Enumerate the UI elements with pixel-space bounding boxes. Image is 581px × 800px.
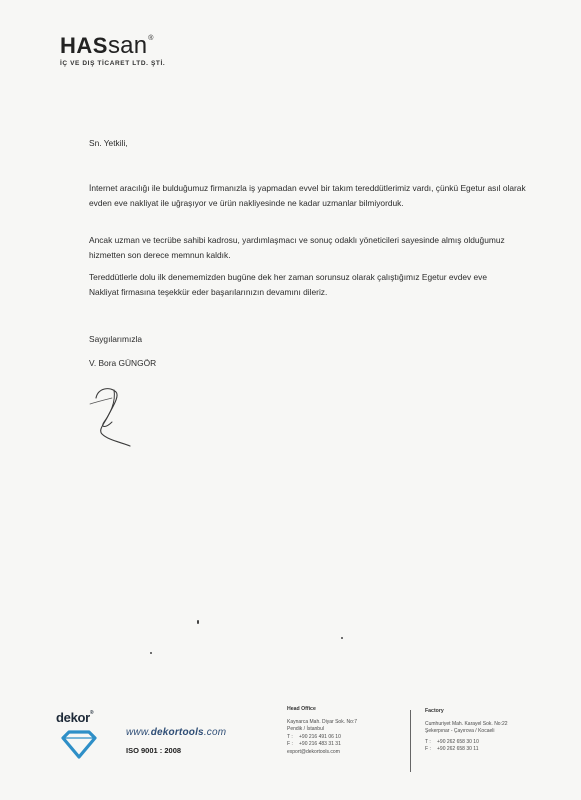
tel-label: T : <box>287 733 293 740</box>
hassan-logo <box>60 34 165 67</box>
company-subtitle: İÇ VE DIŞ TİCARET LTD. ŞTİ. <box>60 60 166 67</box>
handwritten-signature <box>86 378 146 450</box>
website-link[interactable] <box>126 727 226 738</box>
factory-tel: +90 262 658 30 10 <box>437 738 479 745</box>
registered-mark: ® <box>148 35 154 42</box>
head-office-fax-row <box>287 741 397 749</box>
logo-wordmark <box>60 34 165 58</box>
logo-light-part: san <box>107 32 148 59</box>
signer-name: V. Bora GÜNGÖR <box>89 358 157 368</box>
dekor-brand: dekor <box>56 710 90 725</box>
greeting: Sn. Yetkili, <box>89 138 128 148</box>
closing: Saygılarımızla <box>89 334 143 344</box>
tel-label: T : <box>425 738 431 745</box>
scan-speck <box>150 652 152 654</box>
paragraph-3: Tereddütlerle dolu ilk denememizden bugüne dek her zaman sorunsuz olarak çalıştığımız Egetur evdev eve Nakliyat firmasına teşekkür eder başarılarınızın devamını dileriz. <box>89 272 488 297</box>
diamond-icon <box>59 730 99 760</box>
paragraph-1: İnternet aracılığı ile bulduğumuz firmanızla iş yapmadan evvel bir takım tereddütlerimiz vardı, çünkü Egetur asıl olarak evden eve nakliyat ile uğraşıyor ve ürün nakliyesinde ne kadar uzmanlar bilmiyorduk. <box>89 183 526 208</box>
dekor-wordmark <box>56 710 106 725</box>
factory-block <box>425 708 545 754</box>
head-office-block <box>287 706 397 757</box>
url-suffix: .com <box>203 727 227 738</box>
iso-certification: ISO 9001 : 2008 <box>126 746 182 755</box>
scan-speck <box>341 637 343 639</box>
footer-divider <box>410 710 411 772</box>
factory-title: Factory <box>425 708 444 714</box>
logo-bold-part: HAS <box>60 33 108 58</box>
factory-tel-row <box>425 739 545 747</box>
head-office-address-1: Kaynarca Mah. Diyar Sok. No:7 <box>287 718 358 725</box>
fax-label: F : <box>287 741 293 748</box>
head-office-title: Head Office <box>287 706 316 712</box>
factory-fax: +90 262 658 30 11 <box>437 746 479 753</box>
head-office-tel: +90 216 491 06 10 <box>299 733 341 740</box>
dekor-logo <box>56 710 106 725</box>
factory-address-1: Cumhuriyet Mah. Karayel Sok. No:22 <box>425 720 508 727</box>
url-prefix: www. <box>126 727 151 738</box>
factory-fax-row <box>425 746 545 754</box>
factory-address-2: Şekerpınar - Çayırova / Kocaeli <box>425 728 495 735</box>
head-office-address-2: Pendik / İstanbul <box>287 726 324 733</box>
dekor-registered-mark: ® <box>89 710 94 716</box>
head-office-tel-row <box>287 734 397 742</box>
scan-speck <box>197 620 199 624</box>
url-bold: dekortools <box>150 727 204 738</box>
footer <box>0 700 581 800</box>
paragraph-2: Ancak uzman ve tecrübe sahibi kadrosu, yardımlaşmacı ve sonuç odaklı yöneticileri sayesinde almış olduğumuz hizmetten son derece memnun kaldık. <box>89 235 505 260</box>
head-office-fax: +90 216 483 31 31 <box>299 741 341 748</box>
head-office-email[interactable]: export@dekortools.com <box>287 748 340 755</box>
fax-label: F : <box>425 746 431 753</box>
